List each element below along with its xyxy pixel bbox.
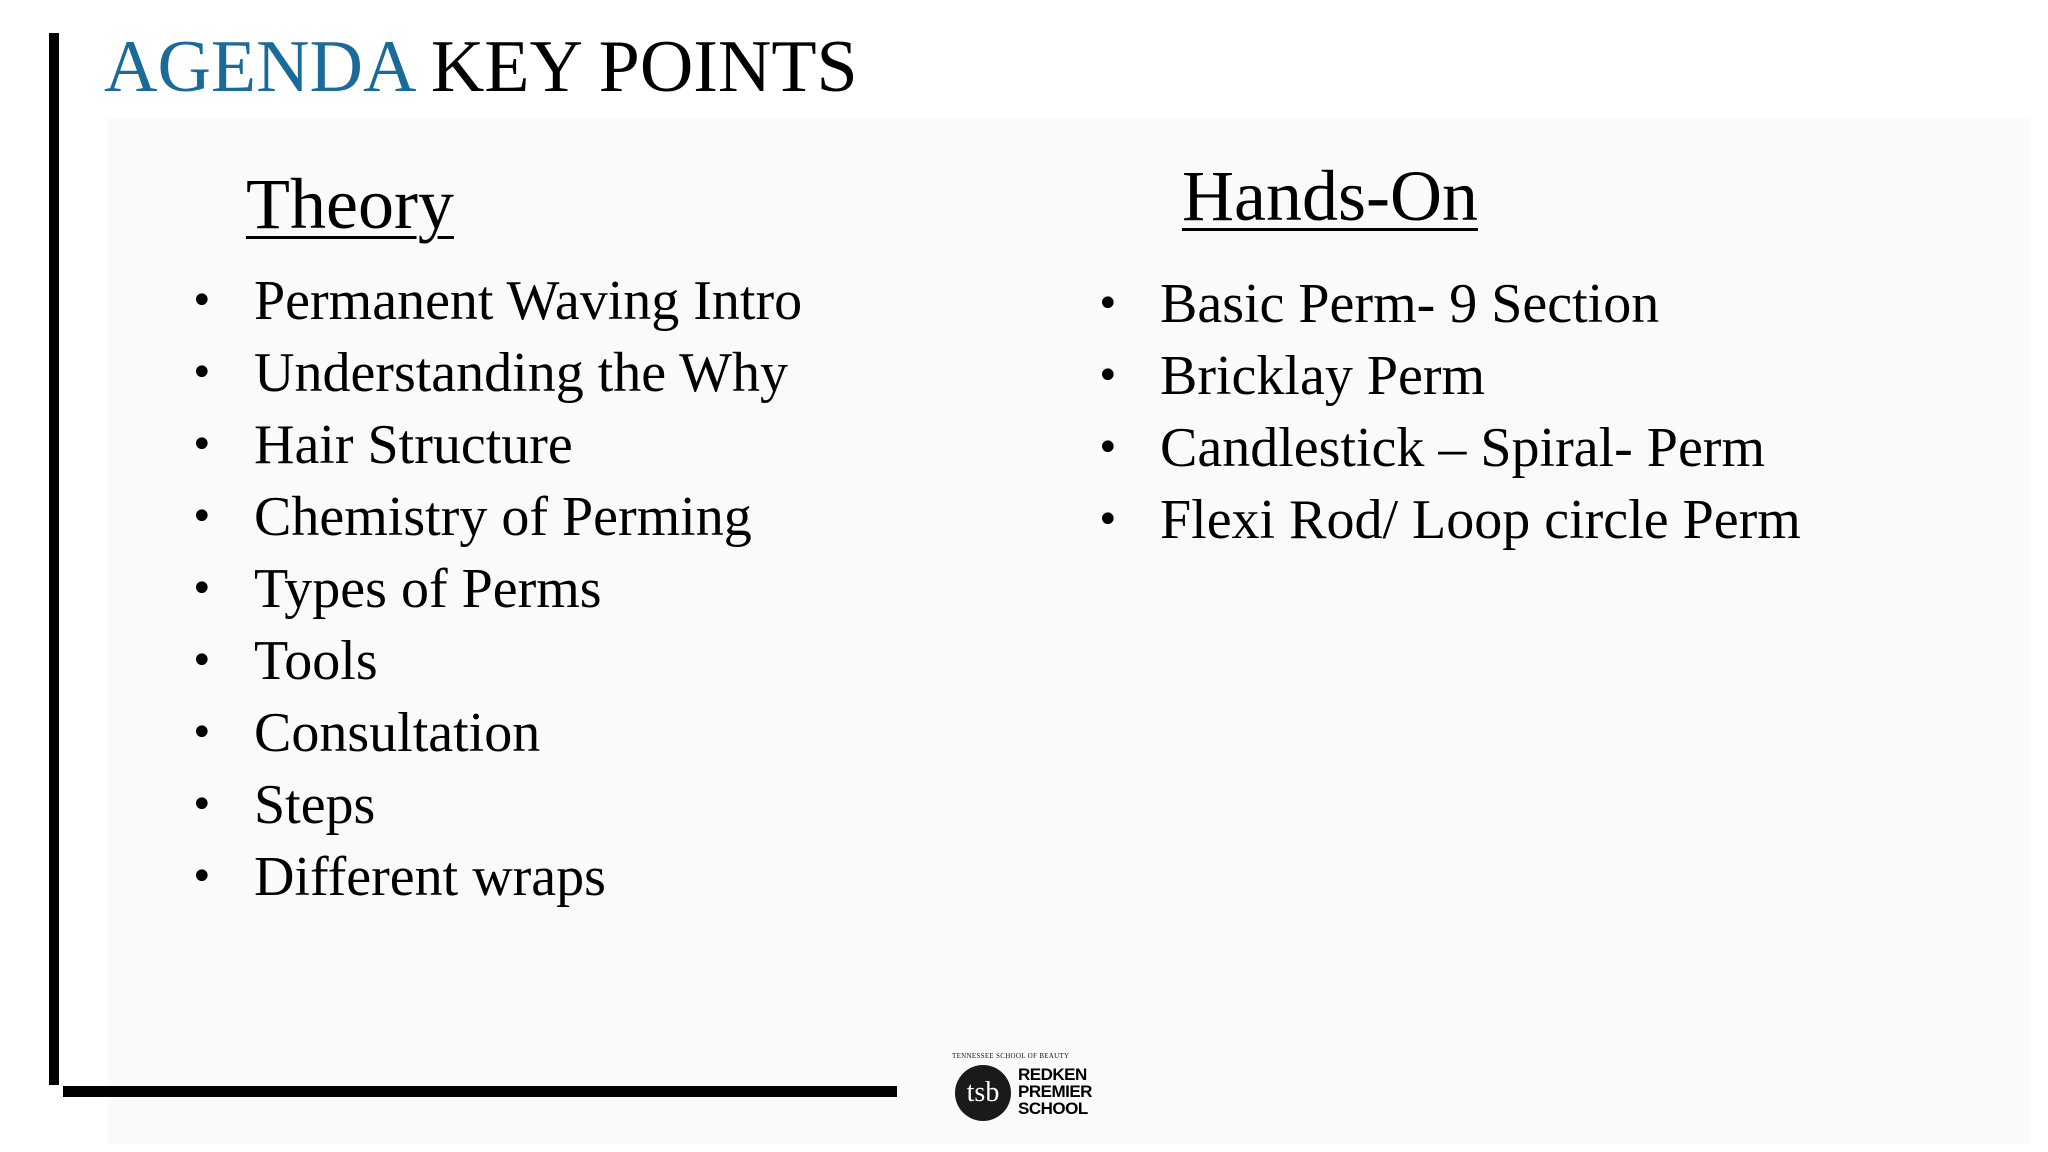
theory-list xyxy=(190,265,802,913)
theory-item xyxy=(190,625,802,697)
hands-on-item-label: Candlestick – Spiral- Perm xyxy=(1160,417,1766,479)
logo-school-name: TENNESSEE SCHOOL OF BEAUTY xyxy=(952,1052,1070,1060)
theory-item-label: Different wraps xyxy=(254,846,606,908)
theory-heading: Theory xyxy=(246,164,454,244)
hands-on-item xyxy=(1096,268,1801,340)
theory-item xyxy=(190,769,802,841)
theory-item-label: Consultation xyxy=(254,702,541,764)
bullet-icon: • xyxy=(190,638,214,684)
theory-item-label: Understanding the Why xyxy=(254,342,788,404)
hands-on-item xyxy=(1096,484,1801,556)
theory-item-label: Tools xyxy=(254,630,378,692)
hands-on-item-label: Basic Perm- 9 Section xyxy=(1160,273,1660,335)
logo-line-3: SCHOOL xyxy=(1018,1099,1088,1118)
logo-wordmark xyxy=(1018,1066,1092,1117)
bullet-icon: • xyxy=(1096,353,1120,399)
theory-item-label: Types of Perms xyxy=(254,558,602,620)
logo-line-1: REDKEN xyxy=(1018,1065,1087,1084)
hands-on-item-label: Bricklay Perm xyxy=(1160,345,1486,407)
theory-item-label: Permanent Waving Intro xyxy=(254,270,803,332)
bullet-icon: • xyxy=(190,566,214,612)
bullet-icon: • xyxy=(190,422,214,468)
hands-on-item-label: Flexi Rod/ Loop circle Perm xyxy=(1160,489,1801,551)
horizontal-accent-line xyxy=(63,1086,897,1097)
hands-on-item xyxy=(1096,340,1801,412)
school-logo xyxy=(952,1052,1100,1120)
logo-line-2: PREMIER xyxy=(1018,1082,1092,1101)
bullet-icon: • xyxy=(1096,497,1120,543)
bullet-icon: • xyxy=(1096,281,1120,327)
bullet-icon: • xyxy=(190,854,214,900)
bullet-icon: • xyxy=(190,350,214,396)
title-accent: AGENDA xyxy=(104,26,413,108)
theory-item xyxy=(190,697,802,769)
hands-on-heading: Hands-On xyxy=(1182,156,1478,236)
bullet-icon: • xyxy=(190,278,214,324)
title-rest: KEY POINTS xyxy=(430,26,858,108)
bullet-icon: • xyxy=(190,782,214,828)
tsb-monogram-icon: tsb xyxy=(955,1065,1011,1121)
theory-item-label: Steps xyxy=(254,774,376,836)
bullet-icon: • xyxy=(190,710,214,756)
theory-item-label: Chemistry of Perming xyxy=(254,486,752,548)
bullet-icon: • xyxy=(1096,425,1120,471)
theory-item xyxy=(190,265,802,337)
theory-item xyxy=(190,841,802,913)
theory-item xyxy=(190,481,802,553)
theory-item xyxy=(190,409,802,481)
hands-on-list xyxy=(1096,268,1801,556)
theory-item xyxy=(190,553,802,625)
theory-item-label: Hair Structure xyxy=(254,414,573,476)
hands-on-item xyxy=(1096,412,1801,484)
slide-title xyxy=(104,26,858,108)
bullet-icon: • xyxy=(190,494,214,540)
vertical-accent-line xyxy=(49,33,59,1085)
theory-item xyxy=(190,337,802,409)
